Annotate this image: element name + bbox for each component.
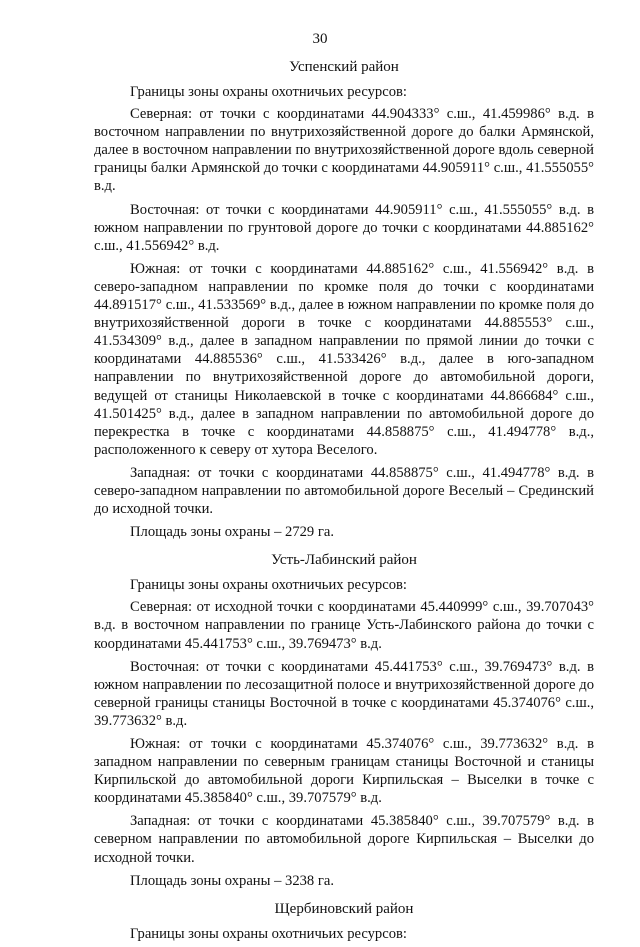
boundary-south: Южная: от точки с координатами 45.374076° с.ш., 39.773632° в.д. в западном направлении по северным границам станицы Восточной и станицы Кирпильской до автомобильной дороги Кирпильская – Выселки в точке с координатами 45.385840° с.ш., 39.707579° в.д.: [94, 736, 594, 807]
section-intro: Границы зоны охраны охотничьих ресурсов:: [130, 577, 407, 594]
section-intro: Границы зоны охраны охотничьих ресурсов:: [130, 84, 407, 100]
protection-area: Площадь зоны охраны – 3238 га.: [130, 872, 334, 889]
section-title-shcherbinovsky: Щербиновский район: [274, 900, 414, 917]
page-number: 30: [312, 31, 328, 47]
boundary-east: Восточная: от точки с координатами 44.905911° с.ш., 41.555055° в.д. в южном направлении по грунтовой дороге до точки с координатами 44.885162° с.ш., 41.556942° в.д.: [94, 201, 594, 254]
boundary-south: Южная: от точки с координатами 44.885162° с.ш., 41.556942° в.д. в северо-западном направлении по кромке поля до точки с координатами 44.891517° с.ш., 41.533569° в.д., далее в южном направлении по кромке поля до внутрихозяйственной дороги в точке с координатами 44.885553° с.ш., 41.534309° в.д., далее в западном направлении по прямой линии до точки с координатами 44.885536° с.ш., 41.533426° в.д., далее в юго-западном направлении по внутрихозяйственной дороге до автомобильной дороги, ведущей от станицы Николаевской в точке с координатами 44.866684° с.ш., 41.501425° в.д., далее в западном направлении по автомобильной дороге до перекрестка в точке с координатами 44.858875° с.ш., 41.494778° в.д., расположенного к северу от хутора Веселого.: [94, 260, 594, 458]
boundary-west: Западная: от точки с координатами 45.385840° с.ш., 39.707579° в.д. в северном направлении по автомобильной дороге Кирпильская – Выселки до исходной точки.: [94, 813, 594, 866]
document-body: [94, 58, 594, 947]
section-title-uspensky: Успенский район: [289, 59, 399, 75]
section-intro: Границы зоны охраны охотничьих ресурсов:: [130, 925, 407, 942]
boundary-north: Северная: от точки с координатами 44.904333° с.ш., 41.459986° в.д. в восточном направлении по внутрихозяйственной дороге до балки Армянской, далее в восточном направлении по внутрихозяйственной дороге вдоль северной границы балки Армянской до точки с координатами 44.905911° с.ш., 41.555055° в.д.: [94, 106, 594, 195]
boundary-north: Северная: от исходной точки с координатами 45.440999° с.ш., 39.707043° в.д. в восточном направлении по границе Усть-Лабинского района до точки с координатами 45.441753° с.ш., 39.769473° в.д.: [94, 599, 594, 652]
boundary-east: Восточная: от точки с координатами 45.441753° с.ш., 39.769473° в.д. в южном направлении по лесозащитной полосе и внутрихозяйственной дороге до северной границы станицы Восточной в точке с координатами 45.374076° с.ш., 39.773632° в.д.: [94, 658, 594, 729]
section-title-ust-labinsky: Усть-Лабинский район: [271, 552, 417, 569]
boundary-west: Западная: от точки с координатами 44.858875° с.ш., 41.494778° в.д. в северо-западном направлении по автомобильной дороге Веселый – Срединский до исходной точки.: [94, 464, 594, 518]
protection-area: Площадь зоны охраны – 2729 га.: [130, 524, 334, 541]
